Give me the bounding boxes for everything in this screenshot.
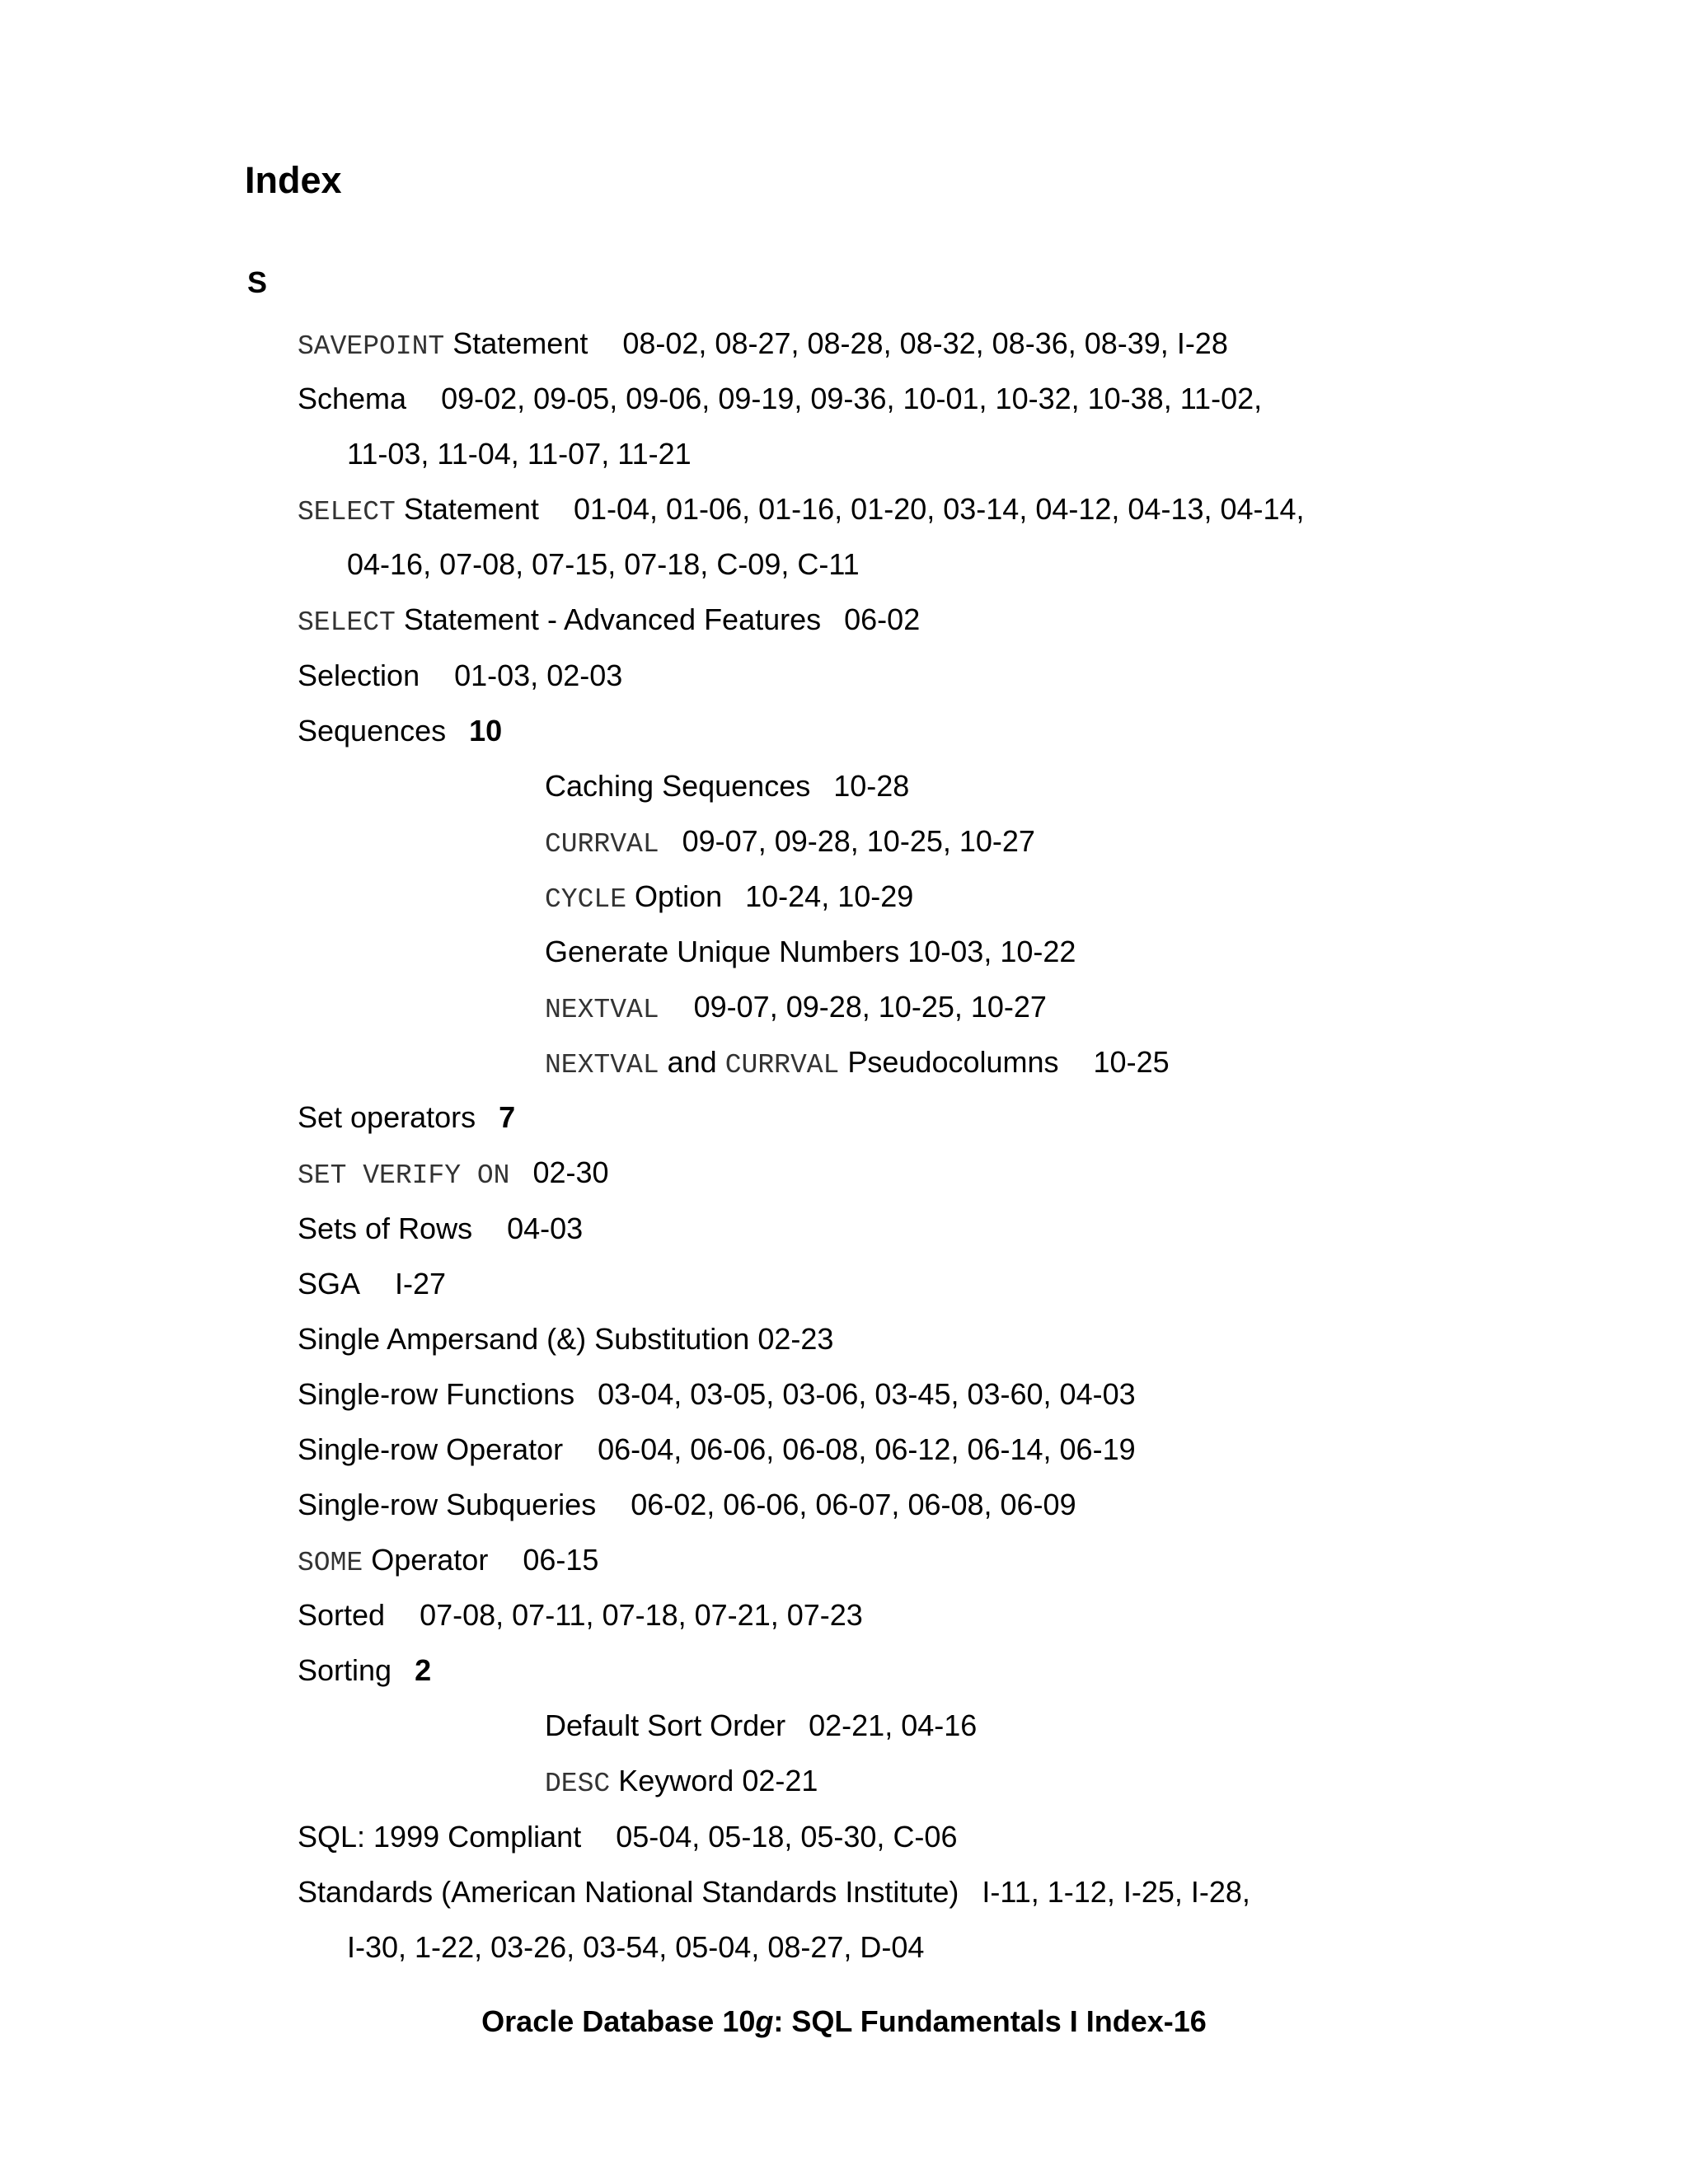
index-entry-sets-of-rows — [0, 1201, 1688, 1256]
entry-term: Statement — [452, 326, 588, 360]
section-letter: S — [247, 265, 268, 299]
entry-pages: 07-08, 07-11, 07-18, 07-21, 07-23 — [420, 1598, 863, 1633]
index-subentry-cycle-option — [0, 869, 1688, 924]
entry-term: Set operators — [298, 1100, 476, 1135]
entry-term: Pseudocolumns — [847, 1045, 1059, 1080]
entry-pages: I-30, 1-22, 03-26, 03-54, 05-04, 08-27, D-04 — [347, 1929, 925, 1964]
index-entry-savepoint — [0, 316, 1688, 371]
entry-term: and — [667, 1045, 717, 1080]
footer-title-italic: g — [755, 2004, 774, 2038]
entry-code-term: SET VERIFY ON — [298, 1160, 510, 1192]
entry-chapter: 2 — [415, 1653, 432, 1688]
entry-pages: 02-23 — [757, 1321, 834, 1356]
entry-term: Single-row Functions — [298, 1376, 575, 1411]
entry-pages: 10-28 — [833, 768, 910, 803]
entry-term: Single-row Operator — [298, 1432, 564, 1466]
index-entry-some-operator — [0, 1532, 1688, 1587]
index-subentry-generate-unique-numbers — [0, 924, 1688, 979]
entry-term: Schema — [298, 382, 407, 416]
entry-term: Caching Sequences — [545, 768, 811, 803]
entry-term: Sequences — [298, 713, 447, 748]
entry-pages: 11-03, 11-04, 11-07, 11-21 — [347, 437, 692, 471]
index-entry-single-row-operator — [0, 1422, 1688, 1477]
footer-page-number: : SQL Fundamentals I Index-16 — [773, 2004, 1207, 2038]
index-entry-standards — [0, 1864, 1688, 1919]
entry-term: SGA — [298, 1266, 361, 1301]
index-entry-select-advanced — [0, 592, 1688, 647]
entry-pages: 08-02, 08-27, 08-28, 08-32, 08-36, 08-39, I-28 — [622, 326, 1228, 360]
footer-title: Oracle Database 10 — [481, 2004, 756, 2038]
entry-pages: 01-03, 02-03 — [454, 658, 623, 692]
entry-pages: I-27 — [395, 1266, 447, 1301]
entry-code-term: CURRVAL — [545, 828, 659, 860]
index-entry-sga — [0, 1256, 1688, 1311]
index-entry-sequences — [0, 703, 1688, 758]
entry-pages: 10-24, 10-29 — [745, 879, 914, 913]
index-entry-select — [0, 481, 1688, 537]
entry-code-term: SAVEPOINT — [298, 331, 445, 362]
index-entry-sorted — [0, 1587, 1688, 1643]
entry-code-term: NEXTVAL — [545, 1050, 659, 1081]
entry-pages: 01-04, 01-06, 01-16, 01-20, 03-14, 04-12, 04-13, 04-14, — [573, 492, 1305, 527]
entry-term: Operator — [371, 1543, 489, 1577]
index-entry-standards-continued — [0, 1919, 1688, 1975]
entry-term: Sets of Rows — [298, 1211, 473, 1245]
entry-pages: 09-02, 09-05, 09-06, 09-19, 09-36, 10-01, 10-32, 10-38, 11-02, — [441, 382, 1263, 416]
entry-pages: 02-21 — [742, 1764, 818, 1798]
entry-term: SQL: 1999 Compliant — [298, 1819, 582, 1854]
index-entry-sql-1999 — [0, 1809, 1688, 1864]
entry-term: Keyword — [618, 1764, 734, 1798]
index-entries — [0, 316, 1688, 1975]
entry-pages: 06-02, 06-06, 06-07, 06-08, 06-09 — [631, 1487, 1076, 1521]
entry-term: Sorting — [298, 1653, 392, 1688]
entry-term: Statement - Advanced Features — [403, 602, 822, 637]
entry-pages: 09-07, 09-28, 10-25, 10-27 — [693, 990, 1047, 1024]
entry-chapter: 7 — [499, 1100, 516, 1135]
entry-pages: 02-30 — [532, 1155, 609, 1190]
index-entry-sorting — [0, 1643, 1688, 1698]
entry-term: Sorted — [298, 1598, 386, 1633]
entry-term: Generate Unique Numbers — [545, 935, 900, 969]
index-entry-schema-continued — [0, 426, 1688, 481]
entry-term: Default Sort Order — [545, 1708, 786, 1743]
entry-pages: 04-03 — [507, 1211, 584, 1245]
entry-code-term: SELECT — [298, 497, 396, 528]
entry-term: Option — [635, 879, 723, 913]
entry-pages: 03-04, 03-05, 03-06, 03-45, 03-60, 04-03 — [598, 1376, 1136, 1411]
entry-pages: 06-15 — [523, 1543, 599, 1577]
entry-term: Single-row Subqueries — [298, 1487, 597, 1521]
entry-code-term: DESC — [545, 1769, 611, 1800]
index-entry-select-continued — [0, 537, 1688, 592]
index-entry-single-ampersand — [0, 1311, 1688, 1366]
entry-term: Single Ampersand (&) Substitution — [298, 1321, 750, 1356]
entry-pages: 06-02 — [844, 602, 921, 637]
entry-term: Standards (American National Standards Institute) — [298, 1874, 959, 1909]
entry-code-term: SELECT — [298, 607, 396, 639]
page-footer — [0, 2004, 1688, 2038]
entry-pages: I-11, 1-12, I-25, I-28, — [982, 1874, 1250, 1909]
index-entry-set-operators — [0, 1090, 1688, 1145]
entry-term: Statement — [403, 492, 539, 527]
index-subentry-caching-sequences — [0, 758, 1688, 813]
entry-code-term: SOME — [298, 1548, 363, 1579]
entry-pages: 10-25 — [1093, 1045, 1170, 1080]
entry-code-term: CYCLE — [545, 883, 627, 915]
entry-pages: 06-04, 06-06, 06-08, 06-12, 06-14, 06-19 — [598, 1432, 1136, 1466]
page-title: Index — [245, 159, 342, 201]
index-subentry-desc-keyword — [0, 1753, 1688, 1808]
index-subentry-default-sort-order — [0, 1698, 1688, 1753]
index-entry-selection — [0, 648, 1688, 703]
index-entry-set-verify-on — [0, 1145, 1688, 1200]
entry-pages: 10-03, 10-22 — [907, 935, 1076, 969]
entry-pages: 05-04, 05-18, 05-30, C-06 — [616, 1819, 958, 1854]
entry-chapter: 10 — [469, 713, 503, 748]
index-subentry-currval — [0, 813, 1688, 869]
entry-code-term: NEXTVAL — [545, 995, 659, 1026]
index-entry-schema — [0, 371, 1688, 426]
entry-pages: 04-16, 07-08, 07-15, 07-18, C-09, C-11 — [347, 547, 860, 582]
entry-pages: 09-07, 09-28, 10-25, 10-27 — [682, 823, 1035, 858]
entry-code-term: CURRVAL — [724, 1050, 840, 1081]
entry-pages: 02-21, 04-16 — [809, 1708, 978, 1743]
index-subentry-nextval — [0, 979, 1688, 1034]
index-subentry-pseudocolumns — [0, 1034, 1688, 1090]
index-entry-single-row-subqueries — [0, 1477, 1688, 1532]
entry-term: Selection — [298, 658, 420, 692]
index-entry-single-row-functions — [0, 1366, 1688, 1422]
